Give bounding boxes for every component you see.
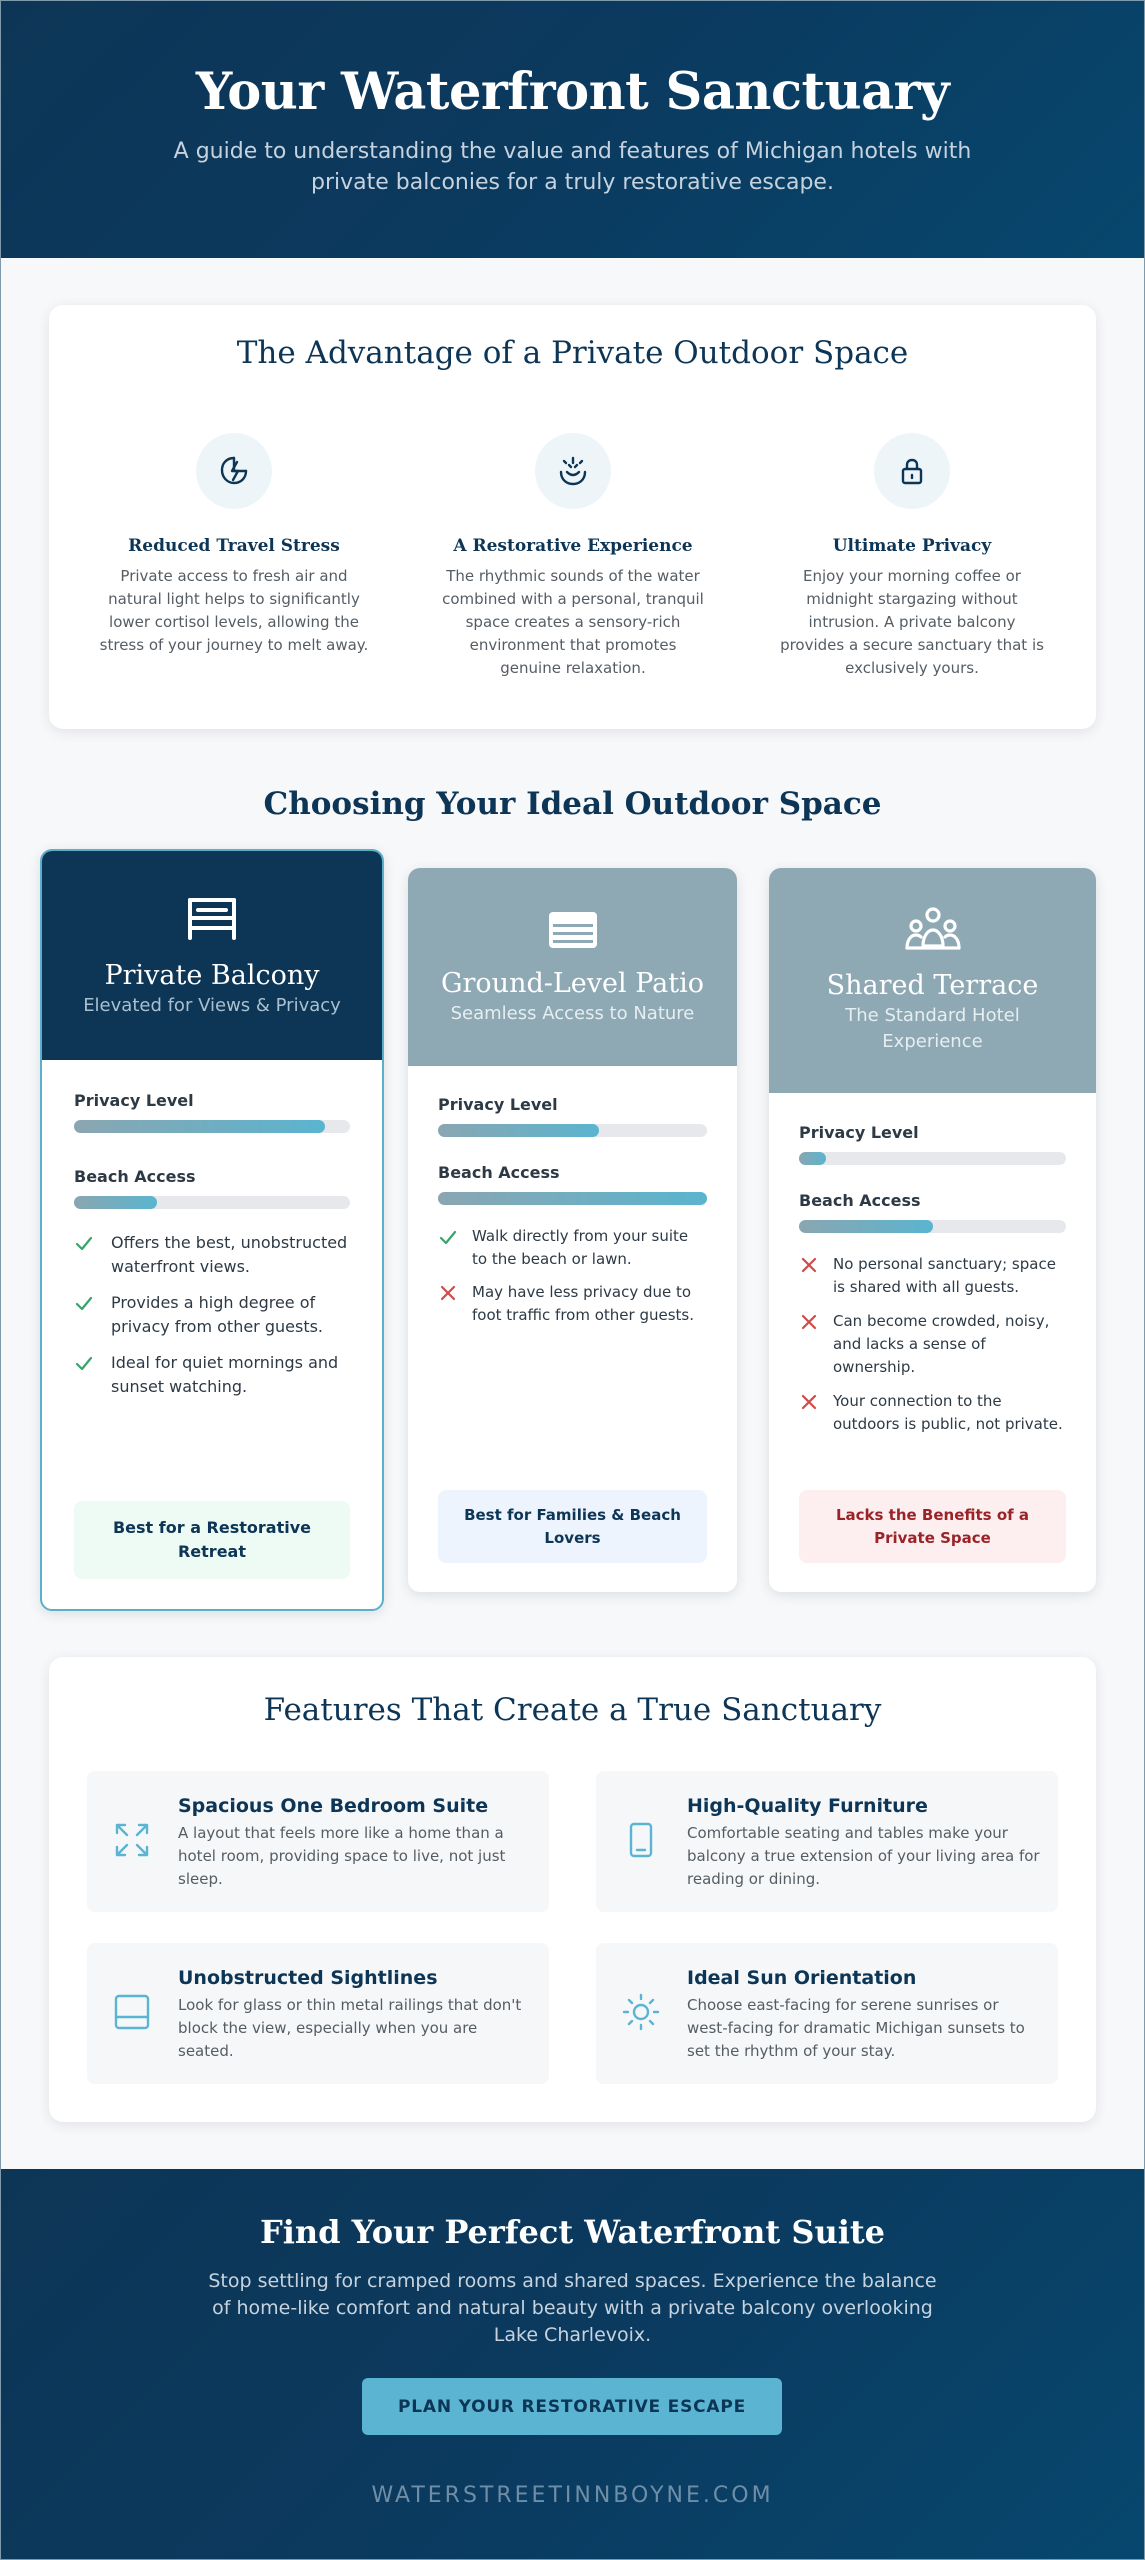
- advantage-item-stress: [99, 433, 369, 657]
- pro-item: Offers the best, unobstructed waterfront views.: [74, 1231, 350, 1279]
- cta-text: Stop settling for cramped rooms and shared spaces. Experience the balance of home-like comfort and natural beauty with a private balcony overlooking Lake Charlevoix.: [208, 2270, 937, 2346]
- plan-escape-button[interactable]: PLAN YOUR RESTORATIVE ESCAPE: [362, 2378, 782, 2435]
- inbox-icon: [113, 1993, 151, 2031]
- beach-bar: [799, 1220, 1066, 1233]
- option-points: [74, 1231, 350, 1399]
- hero-section: [0, 0, 1145, 258]
- con-item: Can become crowded, noisy, and lacks a sense of ownership.: [799, 1310, 1066, 1379]
- features-title: Features That Create a True Sanctuary: [263, 1692, 882, 1728]
- spa-icon: [535, 433, 611, 509]
- advantage-item-restorative: [438, 433, 708, 680]
- cta-section: [0, 2169, 1145, 2560]
- option-subtitle: The Standard Hotel Experience: [845, 1005, 1020, 1052]
- verdict-badge: Lacks the Benefits of a Private Space: [799, 1490, 1066, 1563]
- option-card-ground-patio: [408, 868, 737, 1592]
- feature-title: High-Quality Furniture: [687, 1795, 928, 1817]
- option-points: [799, 1253, 1066, 1436]
- con-item: Your connection to the outdoors is public, not private.: [799, 1390, 1066, 1436]
- pro-item: Ideal for quiet mornings and sunset watching.: [74, 1351, 350, 1399]
- feature-sun: [596, 1943, 1058, 2084]
- site-link[interactable]: WATERSTREETINNBOYNE.COM: [371, 2483, 774, 2508]
- privacy-bar-fill: [74, 1120, 325, 1133]
- option-header: [769, 868, 1096, 1093]
- option-header: [42, 851, 382, 1060]
- advantage-item-privacy: [777, 433, 1047, 680]
- check-icon: [438, 1227, 458, 1247]
- privacy-bar: [438, 1124, 707, 1137]
- choose-title: Choosing Your Ideal Outdoor Space: [263, 786, 882, 822]
- option-subtitle: Seamless Access to Nature: [450, 1003, 695, 1024]
- couch-icon: [547, 910, 599, 950]
- advantage-card: [49, 305, 1096, 729]
- privacy-label: Privacy Level: [74, 1091, 194, 1110]
- feature-suite: [87, 1771, 549, 1912]
- advantage-item-title: A Restorative Experience: [453, 536, 693, 556]
- option-card-shared-terrace: [769, 868, 1096, 1592]
- advantage-item-text: Private access to fresh air and natural light helps to significantly lower cortisol levels, allowing the stress of your journey to melt away.: [99, 567, 369, 654]
- privacy-label: Privacy Level: [799, 1123, 919, 1142]
- privacy-bar-fill: [799, 1152, 826, 1165]
- page-title: Your Waterfront Sanctuary: [195, 62, 950, 122]
- option-subtitle: Elevated for Views & Privacy: [83, 995, 341, 1016]
- privacy-bar-fill: [438, 1124, 599, 1137]
- expand-icon: [113, 1821, 151, 1859]
- beach-label: Beach Access: [74, 1167, 196, 1186]
- beach-bar-fill: [74, 1196, 157, 1209]
- option-title: Ground-Level Patio: [440, 968, 705, 999]
- feature-furniture: [596, 1771, 1058, 1912]
- option-points: [438, 1225, 707, 1327]
- privacy-label: Privacy Level: [438, 1095, 558, 1114]
- option-title: Private Balcony: [104, 960, 320, 991]
- feature-title: Unobstructed Sightlines: [178, 1967, 438, 1989]
- con-item: No personal sanctuary; space is shared with all guests.: [799, 1253, 1066, 1299]
- sun-icon: [622, 1993, 660, 2031]
- check-icon: [74, 1233, 94, 1253]
- privacy-bar: [74, 1120, 350, 1133]
- beach-bar: [438, 1192, 707, 1205]
- feature-title: Spacious One Bedroom Suite: [178, 1795, 489, 1817]
- option-header: [408, 868, 737, 1066]
- beach-bar-fill: [438, 1192, 707, 1205]
- advantage-title: The Advantage of a Private Outdoor Space: [236, 335, 909, 371]
- option-title: Shared Terrace: [826, 970, 1039, 1001]
- cross-icon: [799, 1255, 819, 1275]
- group-icon: [904, 906, 962, 954]
- check-icon: [74, 1353, 94, 1373]
- feature-sightlines: [87, 1943, 549, 2084]
- cross-icon: [438, 1283, 458, 1303]
- advantage-item-title: Reduced Travel Stress: [128, 536, 340, 556]
- features-card: [49, 1657, 1096, 2122]
- check-icon: [74, 1293, 94, 1313]
- brain-icon: [196, 433, 272, 509]
- feature-title: Ideal Sun Orientation: [687, 1967, 917, 1989]
- advantage-item-text: The rhythmic sounds of the water combined with a personal, tranquil space creates a sensory-rich environment that promotes genuine relaxation.: [442, 567, 704, 677]
- verdict-badge: Best for Families & Beach Lovers: [438, 1490, 707, 1563]
- verdict-badge: Best for a Restorative Retreat: [74, 1501, 350, 1579]
- lock-icon: [874, 433, 950, 509]
- cross-icon: [799, 1312, 819, 1332]
- advantage-item-text: Enjoy your morning coffee or midnight stargazing without intrusion. A private balcony provides a secure sanctuary that is exclusively yours.: [780, 567, 1044, 677]
- beach-bar: [74, 1196, 350, 1209]
- feature-text: Choose east-facing for serene sunrises or west-facing for dramatic Michigan sunsets to set the rhythm of your stay.: [687, 1996, 1025, 2060]
- feature-text: Comfortable seating and tables make your balcony a true extension of your living area for reading or dining.: [687, 1824, 1040, 1888]
- cross-icon: [799, 1392, 819, 1412]
- pro-item: Provides a high degree of privacy from other guests.: [74, 1291, 350, 1339]
- privacy-bar: [799, 1152, 1066, 1165]
- advantage-item-title: Ultimate Privacy: [832, 536, 992, 556]
- option-card-private-balcony: [40, 849, 384, 1611]
- beach-bar-fill: [799, 1220, 933, 1233]
- chair-icon: [184, 896, 240, 942]
- beach-label: Beach Access: [438, 1163, 560, 1182]
- pro-item: Walk directly from your suite to the beach or lawn.: [438, 1225, 707, 1271]
- con-item: May have less privacy due to foot traffic from other guests.: [438, 1281, 707, 1327]
- feature-text: A layout that feels more like a home than a hotel room, providing space to live, not just sleep.: [178, 1824, 506, 1888]
- hero-subtitle: A guide to understanding the value and features of Michigan hotels with private balconies for a truly restorative escape.: [173, 139, 972, 195]
- tablet-icon: [622, 1821, 660, 1859]
- feature-text: Look for glass or thin metal railings that don't block the view, especially when you are seated.: [178, 1996, 522, 2060]
- beach-label: Beach Access: [799, 1191, 921, 1210]
- cta-title: Find Your Perfect Waterfront Suite: [260, 2213, 885, 2251]
